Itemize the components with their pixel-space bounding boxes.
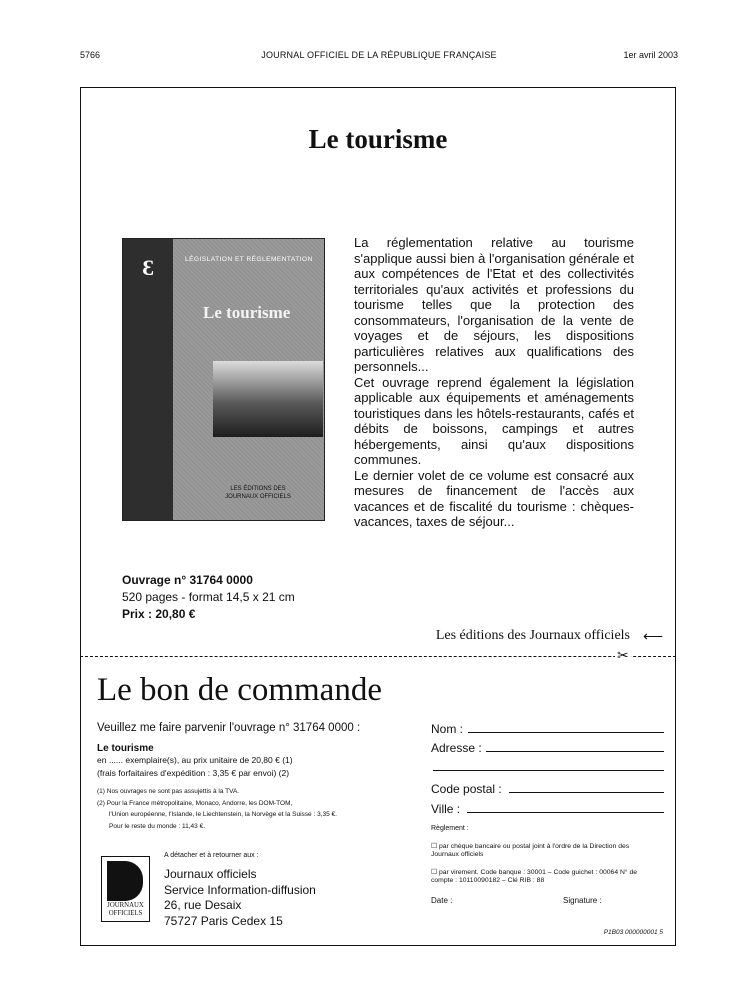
adresse-field-line2[interactable] — [433, 770, 664, 771]
logo-mark-icon — [107, 861, 143, 901]
payment-cheque-option[interactable]: ☐ par chèque bancaire ou postal joint à l'ordre de la Direction des Journaux officiels — [431, 843, 630, 858]
adresse-field[interactable] — [486, 751, 664, 752]
return-address — [164, 867, 316, 929]
cover-collection: LÉGISLATION ET RÉGLEMENTATION — [185, 256, 313, 263]
book-cover — [122, 238, 325, 521]
page-header — [80, 50, 678, 64]
description-paragraph: Cet ouvrage reprend également la législation applicable aux équipements et aménagements touristiques dans les hôtels-restaurants, cafés et débits de boissons, campings et autres hébergements, ainsi qu'aux dispositions communes. — [354, 374, 634, 467]
code-postal-label: Code postal : — [431, 782, 502, 796]
adresse-label: Adresse : — [431, 741, 482, 755]
code-postal-field[interactable] — [509, 792, 664, 793]
arrow-left-icon: ⟵ — [643, 628, 664, 644]
cover-spine — [123, 239, 173, 520]
logo-text: JOURNAUX OFFICIELS — [107, 902, 144, 917]
publisher-name: Les éditions des Journaux officiels — [435, 628, 630, 643]
note-shipping: (2) Pour la France métropolitaine, Monaco, Andorre, les DOM-TOM, — [97, 799, 293, 807]
book-format: 520 pages - format 14,5 x 21 cm — [122, 590, 295, 604]
note-rest-of-world: Pour le reste du monde : 11,43 €. — [109, 822, 205, 830]
order-details — [97, 722, 427, 832]
journaux-officiels-logo — [101, 856, 150, 922]
scissors-icon: ✂ — [617, 647, 629, 663]
journal-title: JOURNAL OFFICIEL DE LA RÉPUBLIQUE FRANÇAISE — [261, 50, 497, 60]
reference-code: P1B03 000000001 5 — [603, 929, 663, 936]
note-shipping-cont: l'Union européenne, l'Islande, le Liechtenstein, la Norvège et la Suisse : 3,35 €. — [109, 811, 337, 818]
note-vat: (1) Nos ouvrages ne sont pas assujettis à la TVA. — [97, 788, 240, 795]
cover-logo-icon: Ɛ — [142, 255, 154, 280]
book-description — [354, 235, 634, 530]
description-paragraph: La réglementation relative au tourisme s'applique aussi bien à l'organisation générale et aux compétences de l'Etat et des collectivités territoriales qu'aux activités et professions du tourisme telles que la protection des consommateurs, l'organisation de la vente de voyages et de séjours, les dispositions particulières relatives aux qualifications des personnels... — [354, 235, 634, 374]
address-line: Service Information-diffusion — [164, 882, 316, 897]
order-intro: Veuillez me faire parvenir l'ouvrage n° 31764 0000 : — [97, 722, 361, 734]
order-quantity-line[interactable]: en ...... exemplaire(s), au prix unitaire de 20,80 € (1) — [97, 755, 293, 765]
cut-line — [80, 656, 676, 657]
order-notes — [97, 786, 427, 832]
issue-date: 1er avril 2003 — [623, 50, 678, 60]
order-shipping-line: (frais forfaitaires d'expédition : 3,35 € par envoi) (2) — [97, 768, 290, 778]
payment-transfer-option[interactable]: ☐ par virement. Code banque : 30001 – Code guichet : 00064 N° de compte : 10110090182 – Clé RIB : 88 — [431, 869, 638, 884]
order-book-title: Le tourisme — [97, 743, 154, 754]
order-form-title: Le bon de commande — [97, 672, 382, 708]
description-paragraph: Le dernier volet de ce volume est consacré aux mesures de financement de l'accès aux vacances et de fiscalité du tourisme : chèques-vacances, taxes de séjour... — [354, 467, 634, 529]
advert-title: Le tourisme — [308, 124, 448, 154]
payment-label: Règlement : — [431, 825, 469, 832]
page-number: 5766 — [80, 50, 101, 60]
book-reference — [122, 572, 295, 623]
cover-photo — [213, 361, 323, 437]
address-line: Journaux officiels — [164, 867, 257, 881]
detach-instruction: A détacher et à retourner aux : — [164, 852, 259, 859]
signature-field[interactable]: Signature : — [563, 896, 602, 905]
book-price: Prix : 20,80 € — [122, 607, 196, 621]
address-line: 75727 Paris Cedex 15 — [164, 913, 283, 928]
cover-publisher: LES ÉDITIONS DES JOURNAUX OFFICIELS — [225, 486, 291, 500]
nom-field[interactable] — [468, 732, 664, 733]
cover-title: Le tourisme — [203, 303, 291, 322]
date-field[interactable]: Date : — [431, 896, 453, 905]
address-line: 26, rue Desaix — [164, 898, 242, 912]
ville-field[interactable] — [467, 812, 664, 813]
nom-label: Nom : — [431, 722, 464, 736]
ouvrage-number: Ouvrage n° 31764 0000 — [122, 573, 253, 587]
ville-label: Ville : — [431, 802, 461, 816]
